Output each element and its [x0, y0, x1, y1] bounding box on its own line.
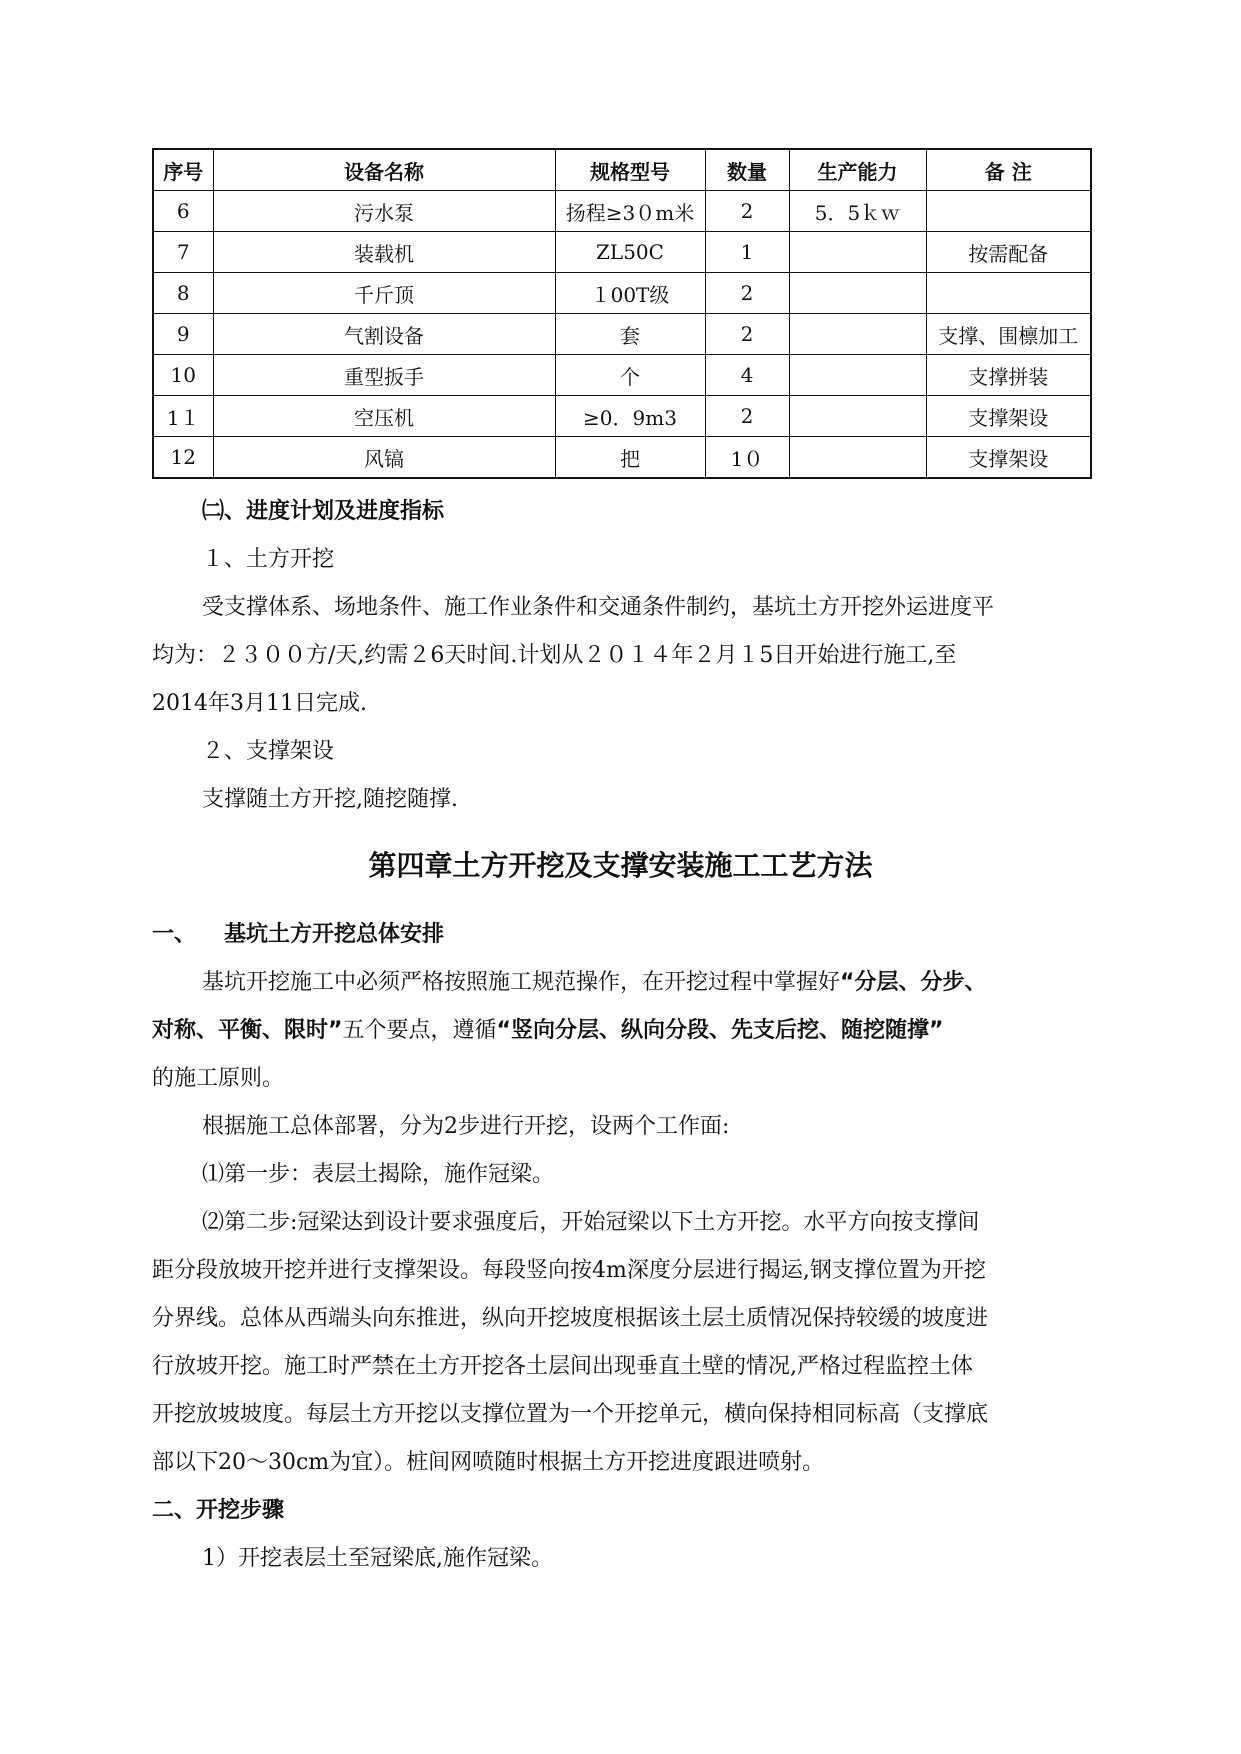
section1-p4-line4: 行放坡开挖。施工时严禁在土方开挖各土层间出现垂直土壁的情况,严格过程监控土体	[152, 1354, 973, 1379]
header-cell: 规格型号	[555, 149, 705, 191]
table-cell: 7	[153, 232, 213, 273]
section1-p4-line1: ⑵第二步:冠梁达到设计要求强度后，开始冠梁以下土方开挖。水平方向按支撑间	[202, 1210, 980, 1235]
section1-p4-line2: 距分段放坡开挖并进行支撑架设。每段竖向按4m深度分层进行揭运,钢支撑位置为开挖	[152, 1258, 986, 1283]
table-cell: 个	[555, 355, 705, 396]
table-cell: 按需配备	[926, 232, 1091, 273]
table-cell: 套	[555, 314, 705, 355]
table-cell	[789, 273, 926, 314]
chapter-title: 第四章土方开挖及支撑安装施工工艺方法	[368, 849, 873, 882]
table-cell: １00T级	[555, 273, 705, 314]
section1-p1-line2	[152, 1016, 1097, 1046]
table-cell: 2	[705, 191, 789, 232]
header-cell: 数量	[705, 149, 789, 191]
table-cell: 支撑架设	[926, 396, 1091, 437]
table-cell: 2	[705, 396, 789, 437]
header-cell: 生产能力	[789, 149, 926, 191]
section1-p4-line5: 开挖放坡坡度。每层土方开挖以支撑位置为一个开挖单元，横向保持相同标高（支撑底	[152, 1402, 989, 1427]
table-cell: 空压机	[213, 396, 555, 437]
section2-step1: 1）开挖表层土至冠梁底,施作冠梁。	[202, 1546, 553, 1571]
p1-emphasis-e: “竖向分层、纵向分段、先支后挖、随挖随撑”	[496, 1018, 944, 1043]
table-cell: 千斤顶	[213, 273, 555, 314]
table-cell: 支撑拼装	[926, 355, 1091, 396]
table-row	[153, 314, 1091, 355]
section1-p2: 根据施工总体部署，分为2步进行开挖，设两个工作面:	[202, 1114, 730, 1139]
table-cell: 10	[153, 355, 213, 396]
table-cell: 2	[705, 273, 789, 314]
table-row	[153, 273, 1091, 314]
table-cell	[789, 314, 926, 355]
progress-item2-title: ２、支撑架设	[202, 739, 335, 764]
progress-heading: ㈡、进度计划及进度指标	[202, 499, 445, 524]
table-cell: 4	[705, 355, 789, 396]
table-cell	[926, 273, 1091, 314]
progress-item2-line1: 支撑随土方开挖,随挖随撑.	[202, 787, 458, 812]
table-cell: 把	[555, 437, 705, 479]
equipment-table	[152, 148, 1092, 479]
section1-title: 基坑土方开挖总体安排	[224, 922, 445, 947]
table-cell: 支撑、围檩加工	[926, 314, 1091, 355]
section1-p1-line3: 的施工原则。	[152, 1066, 285, 1091]
table-cell: 5．5ｋｗ	[789, 191, 926, 232]
table-cell	[789, 355, 926, 396]
section1-number: 一、	[152, 922, 197, 947]
table-cell: 1０	[705, 437, 789, 479]
table-cell	[926, 191, 1091, 232]
p1-text-d: 五个要点，遵循	[342, 1018, 497, 1043]
table-cell: 12	[153, 437, 213, 479]
table-row	[153, 232, 1091, 273]
table-cell: 重型扳手	[213, 355, 555, 396]
table-cell: 风镐	[213, 437, 555, 479]
table-header-row	[153, 149, 1091, 191]
table-cell: 装载机	[213, 232, 555, 273]
table-cell: 6	[153, 191, 213, 232]
p1-emphasis-c: 对称、平衡、限时”	[152, 1018, 343, 1043]
section1-heading	[152, 920, 1097, 950]
table-cell: 9	[153, 314, 213, 355]
table-row	[153, 191, 1091, 232]
section1-p1-line1	[202, 968, 1147, 998]
table-cell: 支撑架设	[926, 437, 1091, 479]
table-cell	[789, 232, 926, 273]
table-row	[153, 396, 1091, 437]
table-cell: 2	[705, 314, 789, 355]
progress-item1-title: １、土方开挖	[202, 547, 335, 572]
table-cell: 扬程≥3０m米	[555, 191, 705, 232]
table-cell: 8	[153, 273, 213, 314]
table-cell	[789, 396, 926, 437]
p1-text-a: 基坑开挖施工中必须严格按照施工规范操作，在开挖过程中掌握好	[202, 970, 841, 995]
progress-item1-line3: 2014年3月11日完成.	[152, 691, 367, 716]
section1-p3: ⑴第一步：表层土揭除，施作冠梁。	[202, 1162, 555, 1187]
progress-item1-line1: 受支撑体系、场地条件、施工作业条件和交通条件制约，基坑土方开挖外运进度平	[202, 595, 995, 620]
table-cell: ZL50C	[555, 232, 705, 273]
table-cell: 污水泵	[213, 191, 555, 232]
section1-p4-line3: 分界线。总体从西端头向东推进，纵向开挖坡度根据该土层土质情况保持较缓的坡度进	[152, 1306, 989, 1331]
table-cell: ≥0．9m3	[555, 396, 705, 437]
table-row	[153, 437, 1091, 479]
header-cell: 序号	[153, 149, 213, 191]
table-cell: 1	[705, 232, 789, 273]
table-cell: 气割设备	[213, 314, 555, 355]
p1-emphasis-b: “分层、分步、	[840, 970, 987, 995]
header-cell: 备 注	[926, 149, 1091, 191]
section1-p4-line6: 部以下20～30cm为宜）。桩间网喷随时根据土方开挖进度跟进喷射。	[152, 1450, 825, 1475]
header-cell: 设备名称	[213, 149, 555, 191]
progress-item1-line2: 均为：２３００方/天,约需２6天时间.计划从２０１４年２月１5日开始进行施工,至	[152, 643, 957, 668]
table-row	[153, 355, 1091, 396]
table-cell	[789, 437, 926, 479]
section2-title: 二、开挖步骤	[152, 1498, 285, 1523]
table-cell: 1１	[153, 396, 213, 437]
